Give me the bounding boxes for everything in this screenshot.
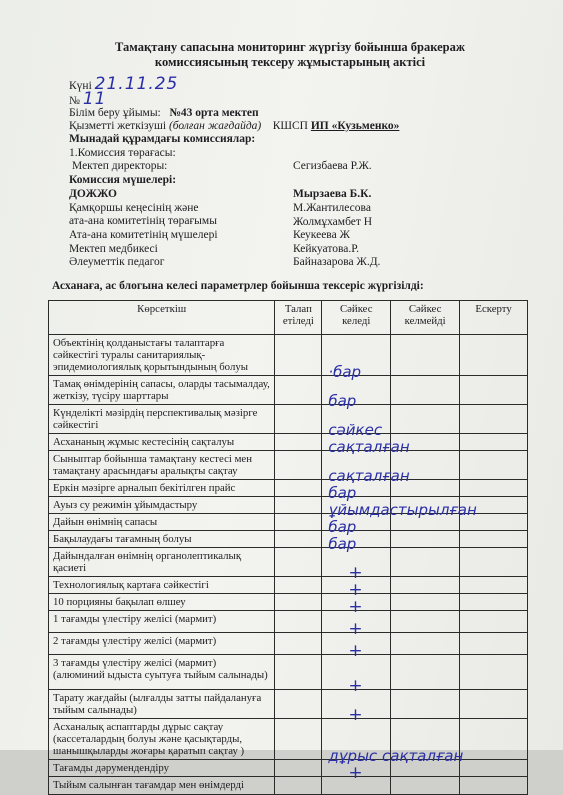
- handwritten-mark: бар: [328, 518, 357, 536]
- required-cell: [275, 531, 322, 548]
- table-row: [49, 719, 528, 760]
- table-row: [49, 497, 528, 514]
- parents-name-2: Кеукеева Ж: [293, 229, 350, 241]
- indicator-cell: 10 порцияны бақылап өлшеу: [49, 594, 275, 611]
- indicator-cell: Асханалық аспаптарды дұрыс сақтау (кассеталардың болуы және қасықтарды, шанышқыларды жоғары қаратып сақтау ): [49, 719, 275, 760]
- col-mismatch: Сәйкес келмейді: [391, 301, 460, 335]
- indicator-cell: Тарату жағдайы (ылғалды затты пайдалануға тыйым салынады): [49, 690, 275, 719]
- director-name: Сегизбаева Р.Ж.: [293, 160, 372, 172]
- match-cell: [322, 633, 391, 661]
- required-cell: [275, 577, 322, 594]
- col-required: Талап етіледі: [275, 301, 322, 335]
- document-title: [110, 40, 470, 70]
- col-note: Ескерту: [460, 301, 528, 335]
- match-cell: [322, 405, 391, 439]
- indicator-cell: 3 тағамды үлестіру желісі (мармит) (алюминий ыдыста суытуға тыйым салынады): [49, 655, 275, 690]
- indicator-cell: Тыйым салынған тағамдар мен өнімдерді: [49, 777, 275, 795]
- required-cell: [275, 405, 322, 434]
- parents-name-1: Жолмұхамбет Н: [293, 216, 373, 228]
- school-value: №43 орта мектеп: [169, 107, 259, 119]
- handwritten-mark: +: [348, 705, 363, 725]
- handwritten-mark: +: [348, 563, 363, 583]
- mismatch-cell: [391, 690, 460, 719]
- note-cell: [460, 690, 528, 719]
- indicator-cell: Ауыз су режимін ұйымдастыру: [49, 497, 275, 514]
- composition-heading: Мынадай құрамдағы комиссиялар:: [69, 133, 256, 145]
- social-name: Байназарова Ж.Д.: [293, 256, 381, 268]
- section-heading: Асханаға, ас блогына келесі параметрлер бойынша тексеріс жүргізілді:: [52, 280, 424, 292]
- match-cell: [322, 760, 391, 783]
- required-cell: [275, 480, 322, 497]
- table-row: [49, 548, 528, 577]
- required-cell: [275, 497, 322, 514]
- match-cell: [322, 655, 391, 696]
- indicator-cell: Сыныптар бойынша тамақтану кестесі мен тамақтану арасындағы аралықты сақтау: [49, 451, 275, 480]
- note-cell: [460, 719, 528, 760]
- mismatch-cell: [391, 594, 460, 611]
- supplier-note: (болған жағдайда): [168, 120, 262, 132]
- note-cell: [460, 594, 528, 611]
- council-label-2: ата-ана комитетінің төрағымы: [69, 215, 217, 227]
- supplier-row: [69, 120, 399, 133]
- dozhzho-name: Мырзаева Б.К.: [293, 188, 372, 200]
- match-cell: [322, 690, 391, 725]
- handwritten-mark: +: [348, 597, 363, 617]
- note-cell: [460, 376, 528, 405]
- required-cell: [275, 434, 322, 451]
- handwritten-mark: +: [348, 619, 363, 639]
- dozhzho-label: ДОЖЖО: [69, 188, 117, 200]
- note-cell: [460, 480, 528, 497]
- mismatch-cell: [391, 531, 460, 548]
- mismatch-cell: [391, 376, 460, 405]
- match-cell: [322, 497, 477, 519]
- number-value: 11: [82, 89, 107, 109]
- indicator-cell: Дайын өнімнің сапасы: [49, 514, 275, 531]
- inspection-table: [48, 300, 528, 795]
- table-row: [49, 577, 528, 594]
- handwritten-mark: сәйкес: [328, 421, 383, 439]
- required-cell: [275, 594, 322, 611]
- note-cell: [460, 611, 528, 633]
- handwritten-mark: ұйымдастырылған: [328, 501, 477, 519]
- indicator-cell: Тағамды дәрумендендіру: [49, 760, 275, 777]
- handwritten-mark: бар: [328, 535, 357, 553]
- handwritten-mark: сақталған: [328, 467, 410, 485]
- school-row: [69, 107, 259, 120]
- table-row: [49, 633, 528, 655]
- required-cell: [275, 655, 322, 690]
- note-cell: [460, 548, 528, 577]
- council-label-1: Қамқоршы кеңесінің және: [69, 202, 199, 214]
- table-row: [49, 405, 528, 434]
- indicator-cell: Тамақ өнімдерінің сапасы, оларды тасымалдау, жеткізу, түсіру шарттары: [49, 376, 275, 405]
- handwritten-mark: сақталған: [328, 438, 410, 456]
- table-row: [49, 611, 528, 633]
- date-label: Күні: [69, 80, 92, 92]
- indicator-cell: Күнделікті мәзірдің перспективалық мәзірге сәйкестігі: [49, 405, 275, 434]
- nurse-label: Мектеп медбикесі: [69, 243, 158, 255]
- table-row: [49, 480, 528, 497]
- table-row: [49, 434, 528, 451]
- council-name: М.Жантилесова: [293, 202, 371, 214]
- mismatch-cell: [391, 655, 460, 690]
- match-cell: [322, 719, 464, 765]
- table-row: [49, 655, 528, 690]
- number-label: №: [69, 95, 80, 107]
- handwritten-mark: дұрыс сақталған: [328, 747, 464, 765]
- col-match: Сәйкес келеді: [322, 301, 391, 335]
- indicator-cell: 1 тағамды үлестіру желісі (мармит): [49, 611, 275, 633]
- mismatch-cell: [391, 611, 460, 633]
- title-line-2: комиссиясының тексеру жұмыстарының актісі: [154, 55, 426, 69]
- mismatch-cell: [391, 633, 460, 655]
- supplier-kind: КШСП: [272, 120, 308, 132]
- match-cell: [322, 531, 391, 553]
- parents-label: Ата-ана комитетінің мүшелері: [69, 229, 218, 241]
- match-cell: [322, 434, 410, 456]
- date-value: 21.11.25: [94, 74, 179, 94]
- mismatch-cell: [391, 405, 460, 434]
- note-cell: [460, 777, 528, 795]
- required-cell: [275, 760, 322, 777]
- required-cell: [275, 376, 322, 405]
- match-cell: [322, 514, 391, 536]
- match-cell: [322, 335, 391, 381]
- required-cell: [275, 514, 322, 531]
- note-cell: [460, 451, 528, 480]
- mismatch-cell: [391, 777, 460, 795]
- handwritten-mark: +: [348, 641, 363, 661]
- match-cell: [322, 611, 391, 639]
- members-heading: Комиссия мүшелері:: [69, 174, 177, 186]
- nurse-name: Кейкуатова.Р.: [293, 243, 360, 255]
- indicator-cell: Дайындалған өнімнің органолептикалық қасиеті: [49, 548, 275, 577]
- note-cell: [460, 577, 528, 594]
- note-cell: [460, 760, 528, 777]
- match-cell: [322, 451, 410, 485]
- indicator-cell: Асхананың жұмыс кестесінің сақталуы: [49, 434, 275, 451]
- required-cell: [275, 719, 322, 760]
- table-row: [49, 335, 528, 376]
- match-cell: [322, 376, 391, 410]
- indicator-cell: Бақылаудағы тағамның болуы: [49, 531, 275, 548]
- mismatch-cell: [391, 577, 460, 594]
- handwritten-mark: бар: [328, 484, 357, 502]
- indicator-cell: Объектінің қолданыстағы талаптарға сәйкестігі туралы санитариялық-эпидемиологиялық қорытындының болуы: [49, 335, 275, 376]
- title-line-1: Тамақтану сапасына мониторинг жүргізу бойынша бракераж: [115, 40, 465, 54]
- note-cell: [460, 531, 528, 548]
- note-cell: [460, 655, 528, 690]
- match-cell: [322, 480, 391, 502]
- handwritten-mark: бар: [328, 392, 357, 410]
- required-cell: [275, 335, 322, 376]
- chair-heading: 1.Комиссия төрағасы:: [69, 147, 176, 159]
- note-cell: [460, 405, 528, 434]
- col-indicator: Көрсеткіш: [49, 301, 275, 335]
- supplier-value: ИП «Кузьменко»: [310, 120, 400, 132]
- handwritten-mark: +: [348, 676, 363, 696]
- director-label: Мектеп директоры:: [72, 160, 168, 172]
- table-row: [49, 594, 528, 611]
- table-row: [49, 777, 528, 795]
- indicator-cell: Еркін мәзірге арналып бекітілген прайс: [49, 480, 275, 497]
- match-cell: [322, 594, 391, 617]
- note-cell: [460, 633, 528, 655]
- match-cell: [322, 548, 391, 583]
- required-cell: [275, 633, 322, 655]
- table-row: [49, 376, 528, 405]
- mismatch-cell: [391, 335, 460, 376]
- table-row: [49, 451, 528, 480]
- school-label: Білім беру ұйымы:: [69, 107, 161, 119]
- table-header-row: [49, 301, 528, 335]
- handwritten-mark: ·бар: [328, 363, 362, 381]
- note-cell: [460, 434, 528, 451]
- indicator-cell: Технологиялық картаға сәйкестігі: [49, 577, 275, 594]
- match-cell: [322, 577, 391, 600]
- required-cell: [275, 451, 322, 480]
- indicator-cell: 2 тағамды үлестіру желісі (мармит): [49, 633, 275, 655]
- required-cell: [275, 777, 322, 795]
- number-row: [69, 89, 107, 109]
- required-cell: [275, 611, 322, 633]
- handwritten-mark: +: [348, 580, 363, 600]
- required-cell: [275, 690, 322, 719]
- mismatch-cell: [391, 548, 460, 577]
- match-cell: [322, 777, 391, 795]
- note-cell: [460, 335, 528, 376]
- table-row: [49, 531, 528, 548]
- handwritten-mark: +: [348, 763, 363, 783]
- required-cell: [275, 548, 322, 577]
- table-row: [49, 690, 528, 719]
- supplier-label: Қызметті жеткізуші: [69, 120, 167, 132]
- social-label: Әлеуметтік педагог: [69, 256, 165, 268]
